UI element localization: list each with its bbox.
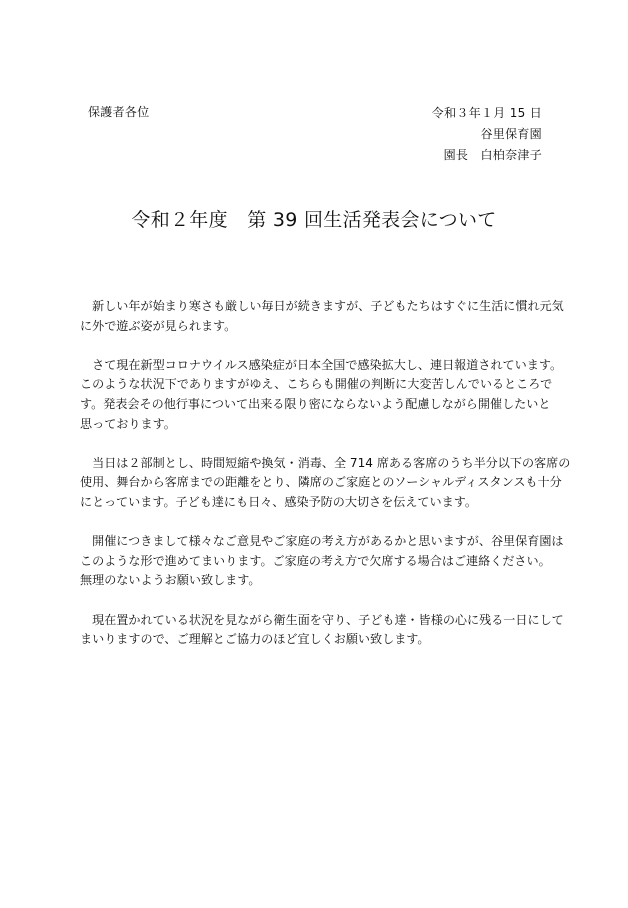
signatory: 園長 白柏奈津子 <box>443 148 542 162</box>
paragraph-greeting <box>80 297 564 336</box>
organization-name: 谷里保育園 <box>480 127 542 141</box>
paragraph-line: さて現在新型コロナウイルス感染症が日本全国で感染拡大し、連日報道されています。 <box>80 357 563 372</box>
document-body <box>80 297 571 669</box>
paragraph-line: 当日は２部制とし、時間短縮や換気・消毒、全 714 席ある客席のうち半分以下の客席の <box>80 455 571 470</box>
paragraph-line: 新しい年が始まり寒さも厳しい毎日が続きますが、子どもたちはすぐに生活に慣れ元気 <box>80 299 564 313</box>
document-date: 令和３年１月 15 日 <box>431 106 542 120</box>
paragraph-line: このような状況下でありますがゆえ、こちらも開催の判断に大変苦しんでいるところで <box>80 377 553 392</box>
paragraph-line: す。発表会その他行事について出来る限り密にならないよう配慮しながら開催したいと <box>80 396 551 411</box>
paragraph-line: 現在置かれている状況を見ながら衛生面を守り、子ども達・皆様の心に残る一日にして <box>80 612 564 627</box>
addressee: 保護者各位 <box>88 105 150 119</box>
sender-block <box>432 103 542 166</box>
paragraph-line: 思っております。 <box>80 416 176 431</box>
paragraph-situation <box>80 356 563 434</box>
paragraph-line: 開催につきまして様々なご意見やご家庭の考え方があるかと思いますが、谷里保育園は <box>80 534 564 549</box>
paragraph-line: まいりますので、ご理解とご協力のほど宜しくお願い致します。 <box>80 632 430 647</box>
paragraph-line: このような形で進めてまいります。ご家庭の考え方で欠席する場合はご連絡ください。 <box>80 553 551 568</box>
paragraph-line: にとっています。子ども達にも日々、感染予防の大切さを伝えています。 <box>80 494 477 509</box>
paragraph-line: 無理のないようお願い致します。 <box>80 573 261 588</box>
paragraph-closing <box>80 611 564 650</box>
paragraph-line: に外で遊ぶ姿が見られます。 <box>80 318 237 333</box>
paragraph-line: 使用、舞台から客席までの距離をとり、隣席のご家庭とのソーシャルディスタンスも十分 <box>80 475 562 490</box>
document-title: 令和２年度 第 39 回生活発表会について <box>131 209 497 231</box>
paragraph-measures <box>80 454 571 513</box>
paragraph-attendance <box>80 532 564 591</box>
